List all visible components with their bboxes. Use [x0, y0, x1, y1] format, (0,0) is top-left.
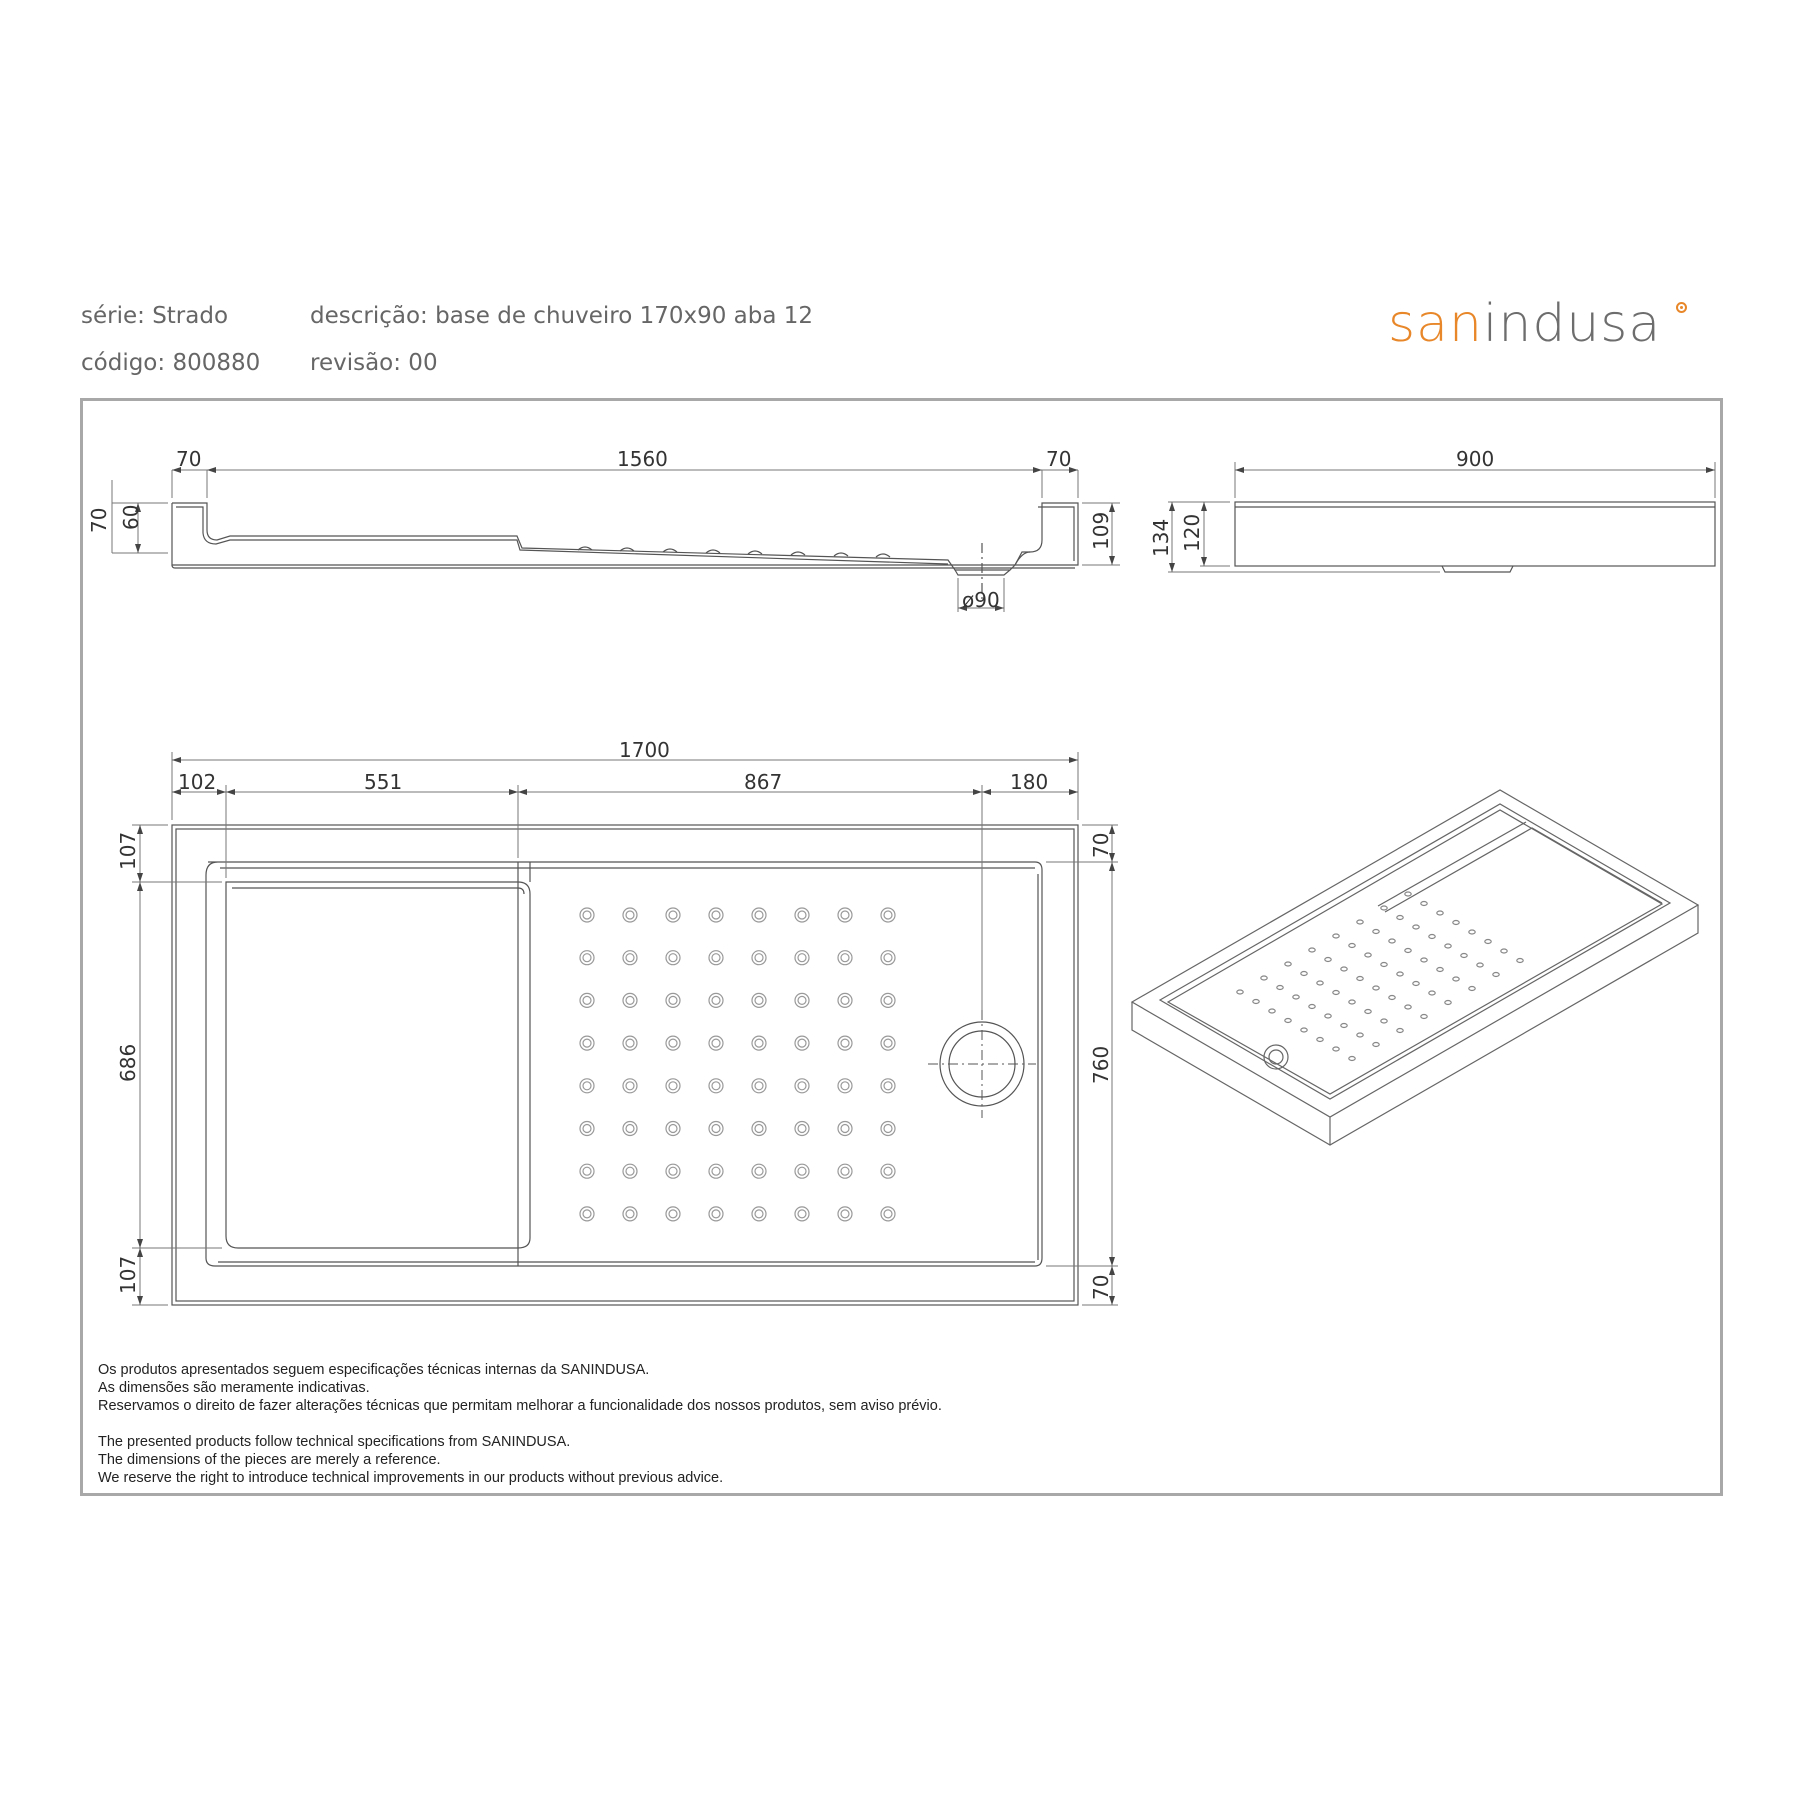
drain-hole [755, 1210, 763, 1218]
drain-hole [755, 1082, 763, 1090]
drain-hole [626, 996, 634, 1004]
notes-pt [98, 1361, 1598, 1415]
drain-hole [712, 1039, 720, 1047]
iso-drain-hole [1373, 986, 1379, 990]
drain-hole [798, 954, 806, 962]
drain-hole [580, 908, 594, 922]
descricao-label: descrição: base de chuveiro 170x90 aba 12 [310, 303, 814, 329]
iso-drain-hole [1437, 911, 1443, 915]
iso-drain-hole [1317, 1038, 1323, 1042]
drain-hole [881, 908, 895, 922]
drain-hole [838, 1207, 852, 1221]
drain-hole [623, 951, 637, 965]
drain-hole [798, 1039, 806, 1047]
plan-view [172, 825, 1078, 1305]
drain-hole [626, 954, 634, 962]
drain-hole [712, 1210, 720, 1218]
revisao-label: revisão: 00 [310, 350, 438, 376]
drain-hole [669, 954, 677, 962]
drain-hole [752, 993, 766, 1007]
drain-hole [755, 1039, 763, 1047]
drain-hole [755, 996, 763, 1004]
iso-drain-hole [1437, 968, 1443, 972]
dim-side-left-inner: 60 [119, 504, 143, 530]
iso-drain-hole [1381, 1019, 1387, 1023]
iso-drain-hole [1333, 934, 1339, 938]
iso-drain-hole [1349, 1000, 1355, 1004]
iso-drain-hole [1365, 953, 1371, 957]
drain-hole [583, 911, 591, 919]
drain-hole [798, 1210, 806, 1218]
iso-drain-hole [1285, 1019, 1291, 1023]
isometric-view [1132, 790, 1698, 1145]
drain-hole [626, 1039, 634, 1047]
iso-drain-hole [1253, 1000, 1259, 1004]
drain-hole [841, 954, 849, 962]
drain-hole [626, 911, 634, 919]
iso-drain-hole [1381, 963, 1387, 967]
drain-hole [881, 1122, 895, 1136]
drain-hole [709, 1036, 723, 1050]
drain-hole [583, 1210, 591, 1218]
iso-drain-hole [1429, 935, 1435, 939]
iso-drain-hole [1469, 930, 1475, 934]
drain-hole [623, 1079, 637, 1093]
drain-hole [841, 911, 849, 919]
iso-drain-hole [1309, 1005, 1315, 1009]
codigo-label: código: 800880 [81, 350, 261, 376]
dim-side-top-left: 70 [176, 447, 202, 471]
serie-label: série: Strado [81, 303, 229, 329]
iso-drain-hole [1421, 1015, 1427, 1019]
drain-hole [669, 911, 677, 919]
drain-hole [884, 996, 892, 1004]
drain-hole [755, 911, 763, 919]
logo-san: san [1388, 294, 1483, 354]
end-view [1235, 502, 1715, 572]
drain-hole [841, 1082, 849, 1090]
iso-drain-hole [1357, 1033, 1363, 1037]
drain-hole [795, 908, 809, 922]
drain-hole [798, 1167, 806, 1175]
drain-hole [712, 1125, 720, 1133]
iso-drain-hole [1357, 920, 1363, 924]
drain-hole [884, 1039, 892, 1047]
drain-hole [666, 1036, 680, 1050]
dim-end-inner: 120 [1180, 513, 1204, 552]
drain-hole [583, 996, 591, 1004]
iso-drain-hole [1405, 1005, 1411, 1009]
iso-drain-hole [1461, 954, 1467, 958]
iso-drain-hole [1477, 963, 1483, 967]
drain-hole [884, 1210, 892, 1218]
drain-hole [709, 1079, 723, 1093]
drain-hole [623, 1164, 637, 1178]
drain-hole [795, 951, 809, 965]
drain-hole [838, 1079, 852, 1093]
note-en-1: The presented products follow technical specifications from SANINDUSA. [98, 1434, 571, 1450]
drain-hole [580, 1079, 594, 1093]
dim-side-top-right: 70 [1046, 447, 1072, 471]
iso-drain-hole [1469, 987, 1475, 991]
drain-hole [666, 951, 680, 965]
iso-drain-hole [1341, 967, 1347, 971]
drain-hole [795, 1164, 809, 1178]
iso-drain-hole [1349, 944, 1355, 948]
drain-hole [798, 996, 806, 1004]
drain-hole [752, 1036, 766, 1050]
iso-drain-hole [1381, 906, 1387, 910]
iso-drain-hole [1277, 986, 1283, 990]
dim-plan-seg2: 551 [364, 770, 403, 794]
drain-hole [709, 993, 723, 1007]
iso-drain-hole [1389, 996, 1395, 1000]
drain-hole [752, 1079, 766, 1093]
drain-hole [666, 908, 680, 922]
note-en-2: The dimensions of the pieces are merely a reference. [98, 1452, 441, 1468]
iso-drain-hole [1285, 962, 1291, 966]
drain-hole [580, 951, 594, 965]
drain-hole [838, 1036, 852, 1050]
iso-drain-hole [1261, 976, 1267, 980]
dim-side-left-outer: 70 [87, 507, 111, 533]
drain-hole [623, 1207, 637, 1221]
dim-plan-left-bottom: 107 [116, 1255, 140, 1294]
drain-hole [795, 1036, 809, 1050]
iso-drain-hole [1237, 990, 1243, 994]
iso-drain-hole [1357, 977, 1363, 981]
dim-plan-left-top: 107 [116, 831, 140, 870]
drain-hole [580, 1207, 594, 1221]
dim-plan-seg4: 180 [1010, 770, 1049, 794]
iso-drain-hole [1397, 972, 1403, 976]
iso-drain-hole [1405, 892, 1411, 896]
drain-hole [795, 1207, 809, 1221]
drain-hole [798, 911, 806, 919]
iso-drain-hole [1325, 958, 1331, 962]
drain-hole [669, 1210, 677, 1218]
drain-hole [709, 951, 723, 965]
drain-hole [669, 1039, 677, 1047]
drain-hole [881, 1164, 895, 1178]
drain-hole [752, 951, 766, 965]
drain-hole [884, 911, 892, 919]
drain-hole [580, 1122, 594, 1136]
drain-hole [712, 911, 720, 919]
dim-plan-seg1: 102 [178, 770, 217, 794]
drain-hole [841, 1210, 849, 1218]
drain-hole [666, 1207, 680, 1221]
note-pt-3: Reservamos o direito de fazer alterações técnicas que permitam melhorar a funcionalidade dos nossos produtos, sem aviso prévio. [98, 1398, 942, 1414]
drain-hole [583, 1125, 591, 1133]
iso-drain-hole [1365, 1010, 1371, 1014]
drain-hole [838, 993, 852, 1007]
iso-drain-hole [1493, 973, 1499, 977]
drain-hole [881, 1207, 895, 1221]
iso-drain-hole [1413, 982, 1419, 986]
iso-drain-hole [1517, 959, 1523, 963]
iso-drain-hole [1501, 949, 1507, 953]
drain-hole [712, 954, 720, 962]
drain-hole [755, 1125, 763, 1133]
drain-hole [752, 908, 766, 922]
drain-hole [795, 1122, 809, 1136]
dim-plan-right-top: 70 [1089, 832, 1113, 858]
drain-hole [884, 1082, 892, 1090]
drain-hole [580, 1036, 594, 1050]
iso-drain-hole [1301, 1028, 1307, 1032]
drain-hole [626, 1125, 634, 1133]
iso-drain-hole [1485, 940, 1491, 944]
iso-drain-hole [1453, 921, 1459, 925]
drain-hole [752, 1122, 766, 1136]
note-en-3: We reserve the right to introduce technical improvements in our products without previous advice. [98, 1470, 724, 1486]
drain-hole [669, 1125, 677, 1133]
drain-hole [666, 1079, 680, 1093]
iso-drain-hole [1349, 1057, 1355, 1061]
drain-hole [583, 1039, 591, 1047]
iso-drain-hole [1325, 1014, 1331, 1018]
drain-hole [755, 1167, 763, 1175]
drain-hole [626, 1210, 634, 1218]
drain-hole [881, 993, 895, 1007]
drain-hole [838, 951, 852, 965]
dim-plan-total: 1700 [619, 738, 670, 762]
drain-hole [841, 1125, 849, 1133]
drain-hole [841, 996, 849, 1004]
iso-drain-hole [1413, 925, 1419, 929]
iso-drain-hole [1269, 1009, 1275, 1013]
drain-hole [795, 1079, 809, 1093]
drain-hole [666, 1122, 680, 1136]
dimension-labels [87, 447, 1494, 1300]
drain-hole [623, 1122, 637, 1136]
logo-indusa: indusa [1482, 294, 1662, 354]
drain-hole [669, 996, 677, 1004]
drain-hole [669, 1167, 677, 1175]
dim-plan-right-mid: 760 [1089, 1045, 1113, 1084]
drain-hole [669, 1082, 677, 1090]
drain-hole [884, 1167, 892, 1175]
iso-drain-hole [1445, 1001, 1451, 1005]
drain-hole [884, 1125, 892, 1133]
iso-drain-hole [1453, 977, 1459, 981]
iso-drain-hole [1317, 981, 1323, 985]
drain-hole [838, 1122, 852, 1136]
drain-hole [881, 951, 895, 965]
drain-hole [709, 1164, 723, 1178]
drain-hole [841, 1039, 849, 1047]
drain-hole [838, 908, 852, 922]
drain-hole [798, 1082, 806, 1090]
note-pt-2: As dimensões são meramente indicativas. [98, 1380, 370, 1396]
drain-hole [881, 1079, 895, 1093]
iso-drain-hole [1373, 1043, 1379, 1047]
drain-hole [580, 993, 594, 1007]
iso-drain-hole [1397, 1029, 1403, 1033]
dim-plan-seg3: 867 [744, 770, 783, 794]
iso-drain-hole [1301, 972, 1307, 976]
side-section-view [172, 503, 1078, 600]
dim-side-top-mid: 1560 [617, 447, 668, 471]
drain-hole [712, 1082, 720, 1090]
drain-hole [752, 1207, 766, 1221]
drain-hole [712, 1167, 720, 1175]
drain-hole [709, 908, 723, 922]
drain-hole [712, 996, 720, 1004]
dim-plan-left-mid: 686 [116, 1043, 140, 1082]
dim-drain-diameter: ø90 [962, 588, 1000, 612]
iso-drain-hole [1293, 995, 1299, 999]
drain-hole [838, 1164, 852, 1178]
iso-drain-hole [1333, 1047, 1339, 1051]
drain-hole [884, 954, 892, 962]
dim-end-width: 900 [1456, 447, 1495, 471]
iso-drain-hole [1421, 902, 1427, 906]
drain-hole [623, 908, 637, 922]
drain-hole [666, 1164, 680, 1178]
iso-drain-hole [1373, 930, 1379, 934]
drain-hole [666, 993, 680, 1007]
notes-en [98, 1433, 1598, 1487]
dim-end-outer: 134 [1149, 518, 1173, 557]
drain-hole [580, 1164, 594, 1178]
drain-hole [795, 993, 809, 1007]
drain-hole [798, 1125, 806, 1133]
drain-hole [623, 1036, 637, 1050]
iso-drain-hole [1405, 949, 1411, 953]
drain-hole [623, 993, 637, 1007]
iso-drain-hole [1333, 991, 1339, 995]
iso-drain-hole [1429, 991, 1435, 995]
iso-drain-hole [1389, 939, 1395, 943]
drain-hole [755, 954, 763, 962]
drain-hole [752, 1164, 766, 1178]
drain-hole [583, 1167, 591, 1175]
note-pt-1: Os produtos apresentados seguem especificações técnicas internas da SANINDUSA. [98, 1362, 650, 1378]
drain-hole [709, 1122, 723, 1136]
dim-side-right: 109 [1089, 511, 1113, 550]
hole-grid [580, 908, 895, 1221]
iso-drain-hole [1397, 916, 1403, 920]
drain-hole [626, 1167, 634, 1175]
drain-hole [583, 954, 591, 962]
drain-hole [881, 1036, 895, 1050]
iso-drain-hole [1341, 1024, 1347, 1028]
iso-drain-hole [1309, 948, 1315, 952]
drain-hole [626, 1082, 634, 1090]
drain-hole [583, 1082, 591, 1090]
drain-hole [709, 1207, 723, 1221]
dim-plan-right-bottom: 70 [1089, 1274, 1113, 1300]
drain-hole [841, 1167, 849, 1175]
iso-drain-hole [1445, 944, 1451, 948]
iso-drain-hole [1421, 958, 1427, 962]
